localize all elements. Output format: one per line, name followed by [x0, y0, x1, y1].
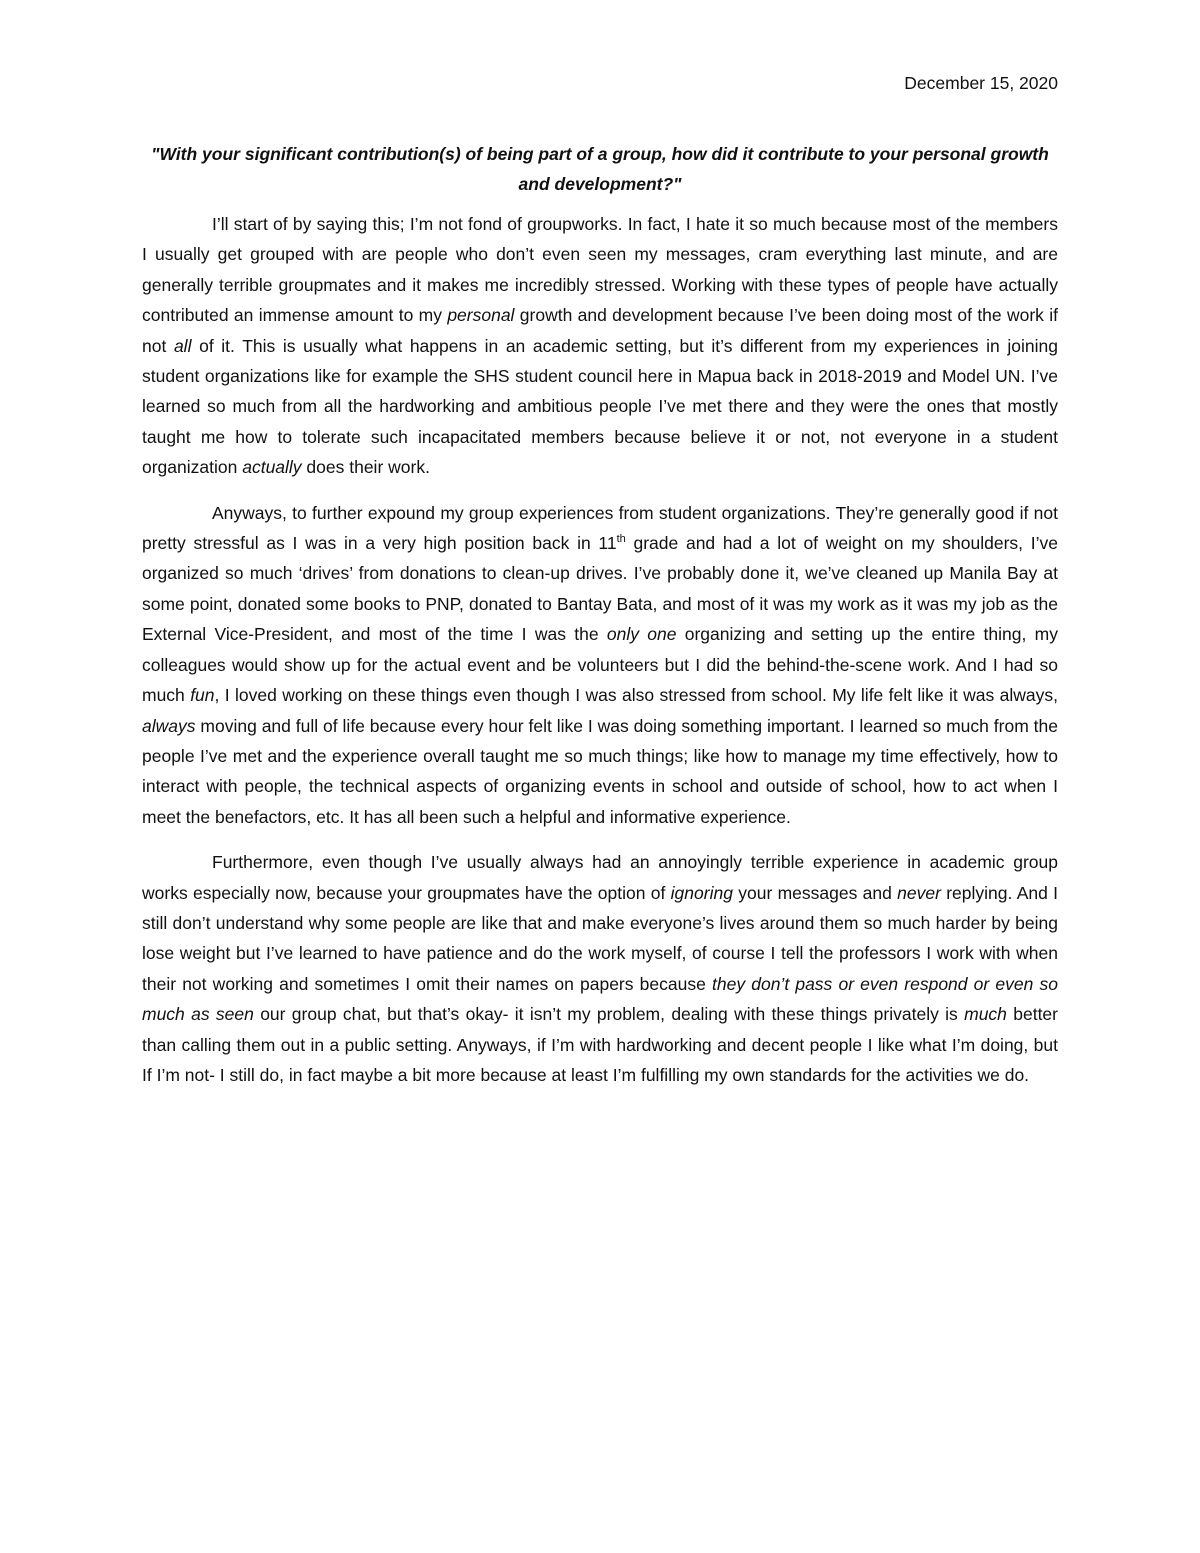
document-page [142, 68, 1058, 1105]
text-run: organizing and setting up the entire thing, my colleagues would show up for the actual event and be volunteers but I did the behind-the-scene work. And I had so much [142, 624, 1058, 706]
text-run: growth and development because I’ve been doing most of the work if not [142, 305, 1058, 356]
text-run: grade and had a lot of weight on my shoulders, I’ve organized so much ‘drives’ from donations to clean-up drives. I’ve probably done it, we’ve cleaned up Manila Bay at some point, donated some books to PNP, donated to Bantay Bata, and most of it was my work as it was my job as the External Vice-President, and most of the time I was the [142, 533, 1058, 645]
italic-text: ignoring [670, 882, 733, 903]
italic-text: fun [190, 685, 215, 706]
text-run: , I loved working on these things even though I was also stressed from school. My life felt like it was always, [214, 685, 1059, 706]
text-run: Furthermore, even though I’ve usually always had an annoyingly terrible experience in academic group works especially now, because your groupmates have the option of [142, 852, 1058, 903]
document-title: "With your significant contribution(s) of being part of a group, how did it contribute to your personal growth and development?" [151, 144, 1049, 194]
text-run: better than calling them out in a public setting. Anyways, if I’m with hardworking and decent people I like what I’m doing, but If I’m not- I still do, in fact maybe a bit more because at least I’m fulfilling my own standards for the activities we do. [142, 1004, 1058, 1085]
text-run: I’ll start of by saying this; I’m not fond of groupworks. In fact, I hate it so much because most of the members I usually get grouped with are people who don’t even seen my messages, cram everything last minute, and are generally terrible groupmates and it makes me incredibly stressed. Working with these types of people have actually contributed an immense amount to my [142, 214, 1058, 326]
text-run: Anyways, to further expound my group experiences from student organizations. They’re generally good if not pretty stressful as I was in a very high position back in 11 [142, 502, 1058, 554]
text-run: moving and full of life because every hour felt like I was doing something important. I learned so much from the people I’ve met and the experience overall taught me so much things; like how to manage my time effectively, how to interact with people, the technical aspects of organizing events in school and outside of school, how to act when I meet the benefactors, etc. It has all been such a helpful and informative experience. [142, 715, 1058, 827]
text-run: our group chat, but that’s okay- it isn’t my problem, dealing with these things privately is [253, 1004, 965, 1025]
text-run: your messages and [732, 882, 898, 903]
italic-text: never [897, 882, 941, 903]
text-run: does their work. [301, 457, 430, 478]
document-date: December 15, 2020 [904, 73, 1058, 93]
italic-text: personal [447, 305, 515, 326]
paragraph-1 [142, 209, 1058, 483]
italic-text: only one [606, 624, 677, 645]
italic-text: all [173, 335, 192, 356]
paragraph-3 [142, 847, 1058, 1090]
superscript-text: th [616, 533, 626, 546]
italic-text: always [142, 715, 196, 736]
italic-text: actually [242, 457, 302, 478]
text-run: replying. And I still don’t understand why some people are like that and make everyone’s lives around them so much harder by being lose weight but I’ve learned to have patience and do the work myself, of course I tell the professors I work with when their not working and sometimes I omit their names on papers because [142, 882, 1058, 994]
italic-text: much [964, 1004, 1007, 1025]
paragraph-2 [142, 498, 1058, 832]
text-run: of it. This is usually what happens in an academic setting, but it’s different from my experiences in joining student organizations like for example the SHS student council here in Mapua back in 2018-2019 and Model UN. I’ve learned so much from all the hardworking and ambitious people I’ve met there and they were the ones that mostly taught me how to tolerate such incapacitated members because believe it or not, not everyone in a student organization [142, 335, 1058, 478]
italic-text: they don’t pass or even respond or even so much as seen [142, 973, 1058, 1025]
